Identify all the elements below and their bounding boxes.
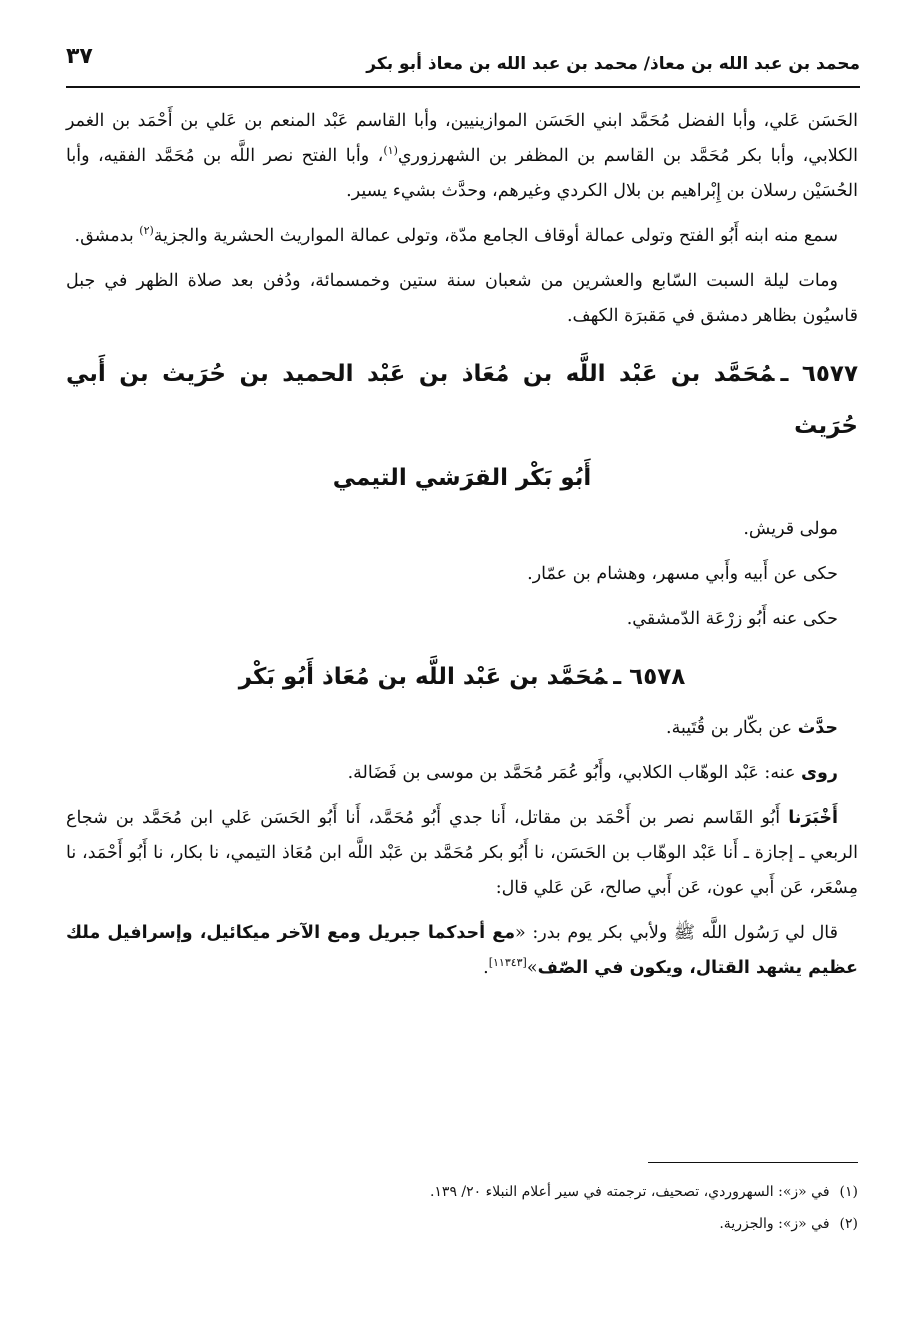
hadith-number: [١١٣٤٣] (488, 956, 527, 970)
paragraph-1 (66, 104, 858, 209)
hadith-intro: قال لي رَسُول اللَّه ﷺ ولأبي بكر يوم بدر: « (515, 923, 839, 943)
paragraph-2-end: بدمشق. (74, 226, 140, 246)
page-number: ٣٧ (66, 44, 93, 69)
entry-title: مُحَمَّد بن عَبْد اللَّه بن مُعَاذ أَبُو بَكْر (238, 664, 608, 690)
entry-number: ٦٥٧٧ ـ (780, 361, 858, 387)
page-header (66, 32, 860, 88)
paragraph-2 (66, 219, 858, 254)
paragraph-3: ومات ليلة السبت السّابع والعشرين من شعبان سنة ستين وخمسمائة، ودُفن بعد صلاة الظهر في جبل قاسيُون بظاهر دمشق في مَقبرَة الكهف. (66, 271, 858, 326)
entry-title-line-1: مُحَمَّد بن عَبْد اللَّه بن مُعَاذ بن عَبْد الحميد بن حُرَيث بن أَبي حُرَيث (66, 361, 858, 439)
entry-heading-6577 (66, 348, 858, 504)
page-body (66, 104, 858, 996)
lead-word: روى (801, 763, 838, 783)
footnote-1 (66, 1176, 858, 1208)
footnote-mark: (١) (839, 1184, 858, 1200)
footnote-2 (66, 1208, 858, 1240)
line-text: عن بكّار بن قُتَيبة. (666, 718, 798, 738)
entry-title-line-2: أَبُو بَكْر القرَشي التيمي (332, 465, 592, 491)
paragraph-1-text: الحَسَن عَلي، وأبا الفضل مُحَمَّد ابني الحَسَن الموازينيين، وأبا القاسم عَبْد المنعم بن عَلي بن أَحْمَد بن الغمر الكلابي، وأبا بكر مُحَمَّد بن القاسم بن المظفر بن الشهرزوري (66, 111, 858, 166)
footnote-ref-1: (١) (383, 144, 398, 158)
paragraph-2-text: سمع منه ابنه أَبُو الفتح وتولى عمالة أوقاف الجامع مدّة، وتولى عمالة المواريث الحشرية والجزية (153, 226, 838, 246)
entry-6577-line-1: مولى قريش. (743, 519, 838, 539)
lead-word: حدَّث (797, 718, 838, 738)
footnote-mark: (٢) (839, 1216, 858, 1232)
isnad-text: أَبُو القَاسم نصر بن أَحْمَد بن مقاتل، أَنا جدي أَبُو مُحَمَّد، أَنا أَبُو الحَسَن عَلي ابن مُحَمَّد بن شجاع الربعي ـ إجازة ـ أَنا عَبْد الوهّاب بن الحَسَن، نا أَبُو بكر مُحَمَّد بن عَبْد اللَّه ابن مُعَاذ التيمي، نا بكار، نا أَبُو أَحْمَد، نا مِسْعَر، عَن أَبي عون، عَن أَبي صالح، عَن عَلي قال: (66, 808, 858, 898)
line-text: عنه: عَبْد الوهّاب الكلابي، وأَبُو عُمَر مُحَمَّد بن موسى بن فَضَالة. (347, 763, 801, 783)
paragraph-1-end: ، وأبا الفتح نصر اللَّه بن مُحَمَّد الفقيه، وأبا الحُسَيْن رسلان بن إِبْراهيم بن بلال الكردي وغيرهم، وحدَّث بشيء يسير. (66, 146, 858, 201)
footnotes (66, 1176, 858, 1240)
entry-6578-hadith (66, 916, 858, 986)
lead-word: أَخْبَرَنا (788, 808, 838, 828)
footnote-ref-2: (٢) (139, 224, 154, 238)
hadith-quote-close: » (526, 958, 538, 978)
entry-heading-6578 (66, 651, 858, 703)
running-title: محمد بن عبد الله بن معاذ/ محمد بن عبد الله بن معاذ أبو بكر (366, 54, 860, 74)
hadith-quote: مع أحدكما جبريل ومع الآخر ميكائيل، وإسرافيل ملك عظيم يشهد القتال، ويكون في الصّف (66, 923, 858, 978)
hadith-end: . (483, 958, 489, 978)
entry-6577-line-3: حكى عنه أَبُو زرْعَة الدّمشقي. (626, 609, 838, 629)
footnote-text: في «ز»: السهروردي، تصحيف، ترجمته في سير أعلام النبلاء ٢٠/ ١٣٩. (429, 1184, 830, 1200)
footnote-separator (648, 1162, 858, 1163)
entry-6578-line-1 (66, 711, 858, 746)
entry-6578-isnad (66, 801, 858, 906)
footnote-text: في «ز»: والجزرية. (719, 1216, 830, 1232)
entry-6578-line-2 (66, 756, 858, 791)
entry-number: ٦٥٧٨ ـ (613, 664, 686, 690)
entry-6577-line-2: حكى عن أَبيه وأَبي مسهر، وهشام بن عمّار. (527, 564, 838, 584)
